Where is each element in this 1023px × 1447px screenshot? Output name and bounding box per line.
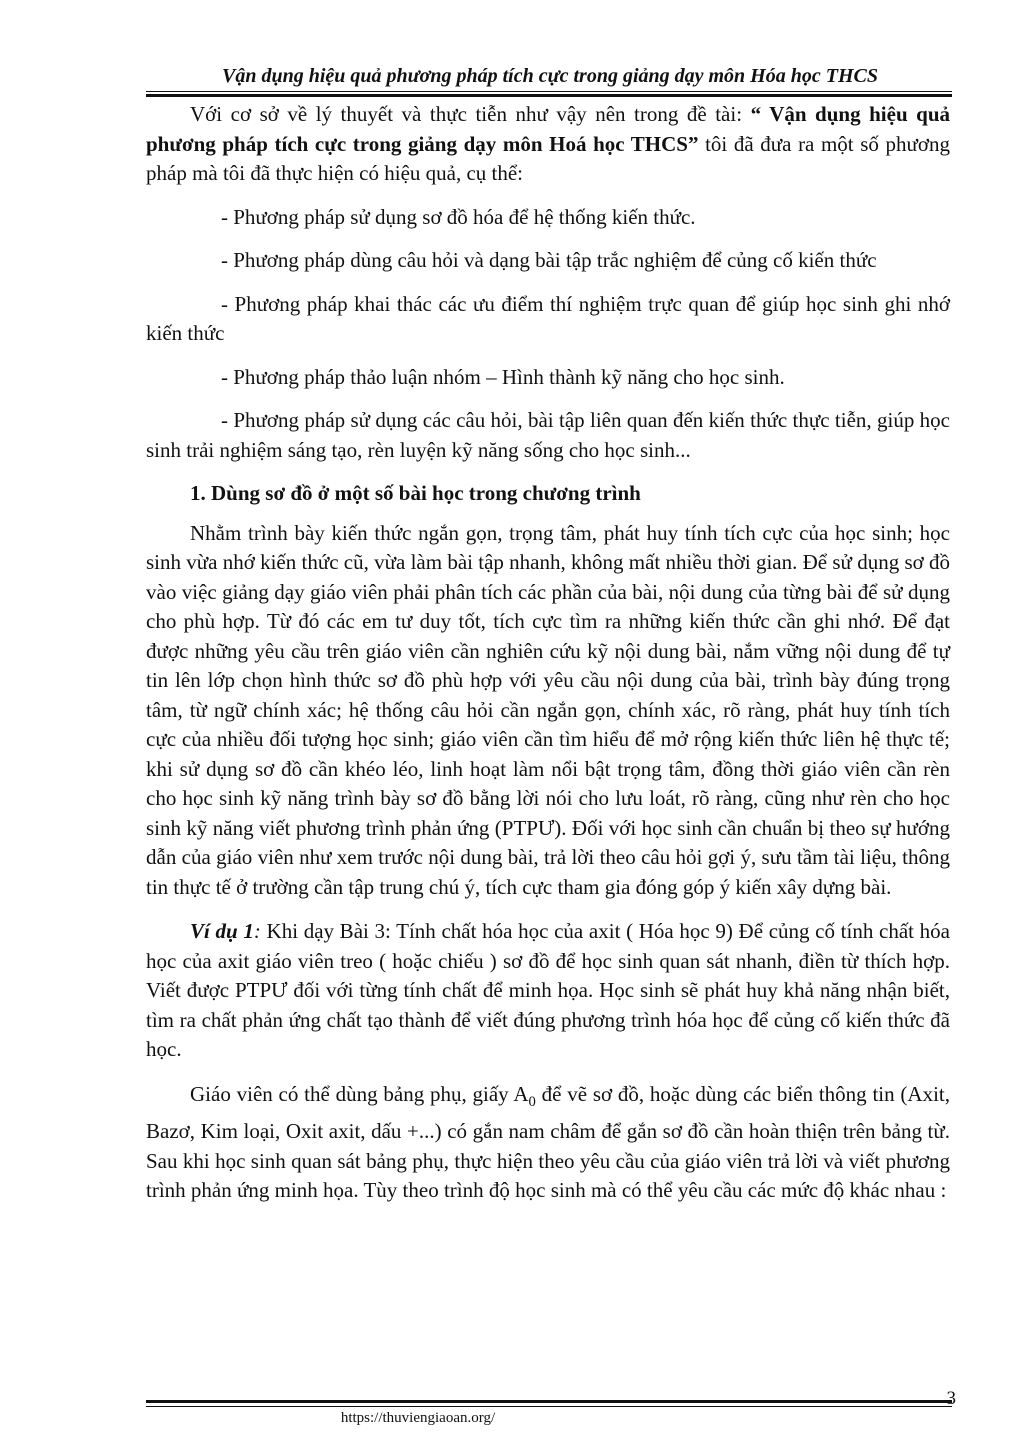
method-item-2: - Phương pháp dùng câu hỏi và dạng bài tập trắc nghiệm để củng cố kiến thức (221, 248, 877, 272)
footer-rule-thin (146, 1406, 952, 1407)
example-1-label: Ví dụ 1 (190, 919, 254, 943)
closing-paragraph (146, 1080, 950, 1206)
intro-text-start: Với cơ sở về lý thuyết và thực tiễn như vậy nên trong đề tài: (190, 102, 751, 126)
intro-paragraph (146, 100, 950, 189)
footer-rule-thick (146, 1400, 952, 1403)
example-1-colon: : (253, 919, 261, 943)
footer-url-link[interactable]: https://thuviengiaoan.org/ (340, 1410, 496, 1426)
method-item-4: - Phương pháp thảo luận nhóm – Hình thành kỹ năng cho học sinh. (221, 364, 785, 389)
header-rule-thin (146, 91, 952, 92)
section-1-heading: 1. Dùng sơ đồ ở một số bài học trong chương trình (190, 481, 641, 505)
method-item-5: - Phương pháp sử dụng các câu hỏi, bài tập liên quan đến kiến thức thực tiễn, giúp học sinh trải nghiệm sáng tạo, rèn luyện kỹ năng sống cho học sinh... (146, 408, 950, 462)
header-rule-thick (146, 94, 952, 97)
method-item-1: - Phương pháp sử dụng sơ đồ hóa để hệ thống kiến thức. (221, 204, 696, 229)
document-body (146, 100, 950, 1206)
example-1-paragraph (146, 917, 950, 1065)
section-1-paragraph: Nhằm trình bày kiến thức ngắn gọn, trọng tâm, phát huy tính tích cực của học sinh; học sinh vừa nhớ kiến thức cũ, vừa làm bài tập nhanh, không mất nhiều thời gian. Để sử dụng sơ đồ vào việc giảng dạy giáo viên phải phân tích các phần của bài, nội dung của từng bài để sử dụng cho phù hợp. Từ đó các em tư duy tốt, tích cực tìm ra những kiến thức cần ghi nhớ. Để đạt được những yêu cầu trên giáo viên cần nghiên cứu kỹ nội dung bài, nắm vững nội dung để tự tin lên lớp chọn hình thức sơ đồ phù hợp với yêu cầu nội dung của bài, trình bày đúng trọng tâm, từ ngữ chính xác; hệ thống câu hỏi cần ngắn gọn, chính xác, rõ ràng, phát huy tính tích cực của nhiều đối tượng học sinh; giáo viên cần tìm hiểu để mở rộng kiến thức liên hệ thực tế; khi sử dụng sơ đồ cần khéo léo, linh hoạt làm nổi bật trọng tâm, đồng thời giáo viên cần rèn cho học sinh kỹ năng trình bày sơ đồ bằng lời nói cho lưu loát, rõ ràng, cũng như rèn cho học sinh kỹ năng viết phương trình phản ứng (PTPƯ). Đối với học sinh cần chuẩn bị theo sự hướng dẫn của giáo viên như xem trước nội dung bài, trả lời theo câu hỏi gợi ý, sưu tầm tài liệu, thông tin thực tế ở trường cần tập trung chú ý, tích cực tham gia đóng góp ý kiến xây dựng bài. (146, 520, 950, 899)
method-item-3: - Phương pháp khai thác các ưu điểm thí nghiệm trực quan để giúp học sinh ghi nhớ kiến thức (146, 291, 950, 345)
example-1-text: Khi dạy Bài 3: Tính chất hóa học của axit ( Hóa học 9) Để củng cố tính chất hóa học của axit giáo viên treo ( hoặc chiếu ) sơ đồ để học sinh quan sát nhanh, điền từ thích hợp. Viết được PTPƯ đối với từng tính chất để minh họa. Học sinh sẽ phát huy khả năng nhận biết, tìm ra chất phản ứng chất tạo thành để viết đúng phương trình hóa học để củng cố kiến thức đã học. (146, 919, 950, 1061)
intro-text-end: tôi đã đưa ra một số phương pháp mà tôi đã thực hiện có hiệu quả, cụ thể: (146, 131, 951, 185)
page-number: 3 (946, 1388, 956, 1409)
page-header-title: Vận dụng hiệu quả phương pháp tích cực trong giảng dạy môn Hóa học THCS (222, 65, 878, 87)
topic-title: “ Vận dụng hiệu quả phương pháp tích cực trong giảng dạy môn Hoá học THCS” (146, 102, 951, 156)
a0-subscript: 0 (528, 1093, 536, 1110)
closing-text-start: Giáo viên có thể dùng bảng phụ, giấy A (190, 1081, 529, 1106)
closing-text-end: để vẽ sơ đồ, hoặc dùng các biển thông tin (Axit, Bazơ, Kim loại, Oxit axit, dấu +...) có gắn nam châm để gắn sơ đồ cần hoàn thiện trên bảng từ. Sau khi học sinh quan sát bảng phụ, thực hiện theo yêu cầu của giáo viên trả lời và viết phương trình phản ứng minh họa. Tùy theo trình độ học sinh mà có thể yêu cầu các mức độ khác nhau : (146, 1081, 950, 1203)
